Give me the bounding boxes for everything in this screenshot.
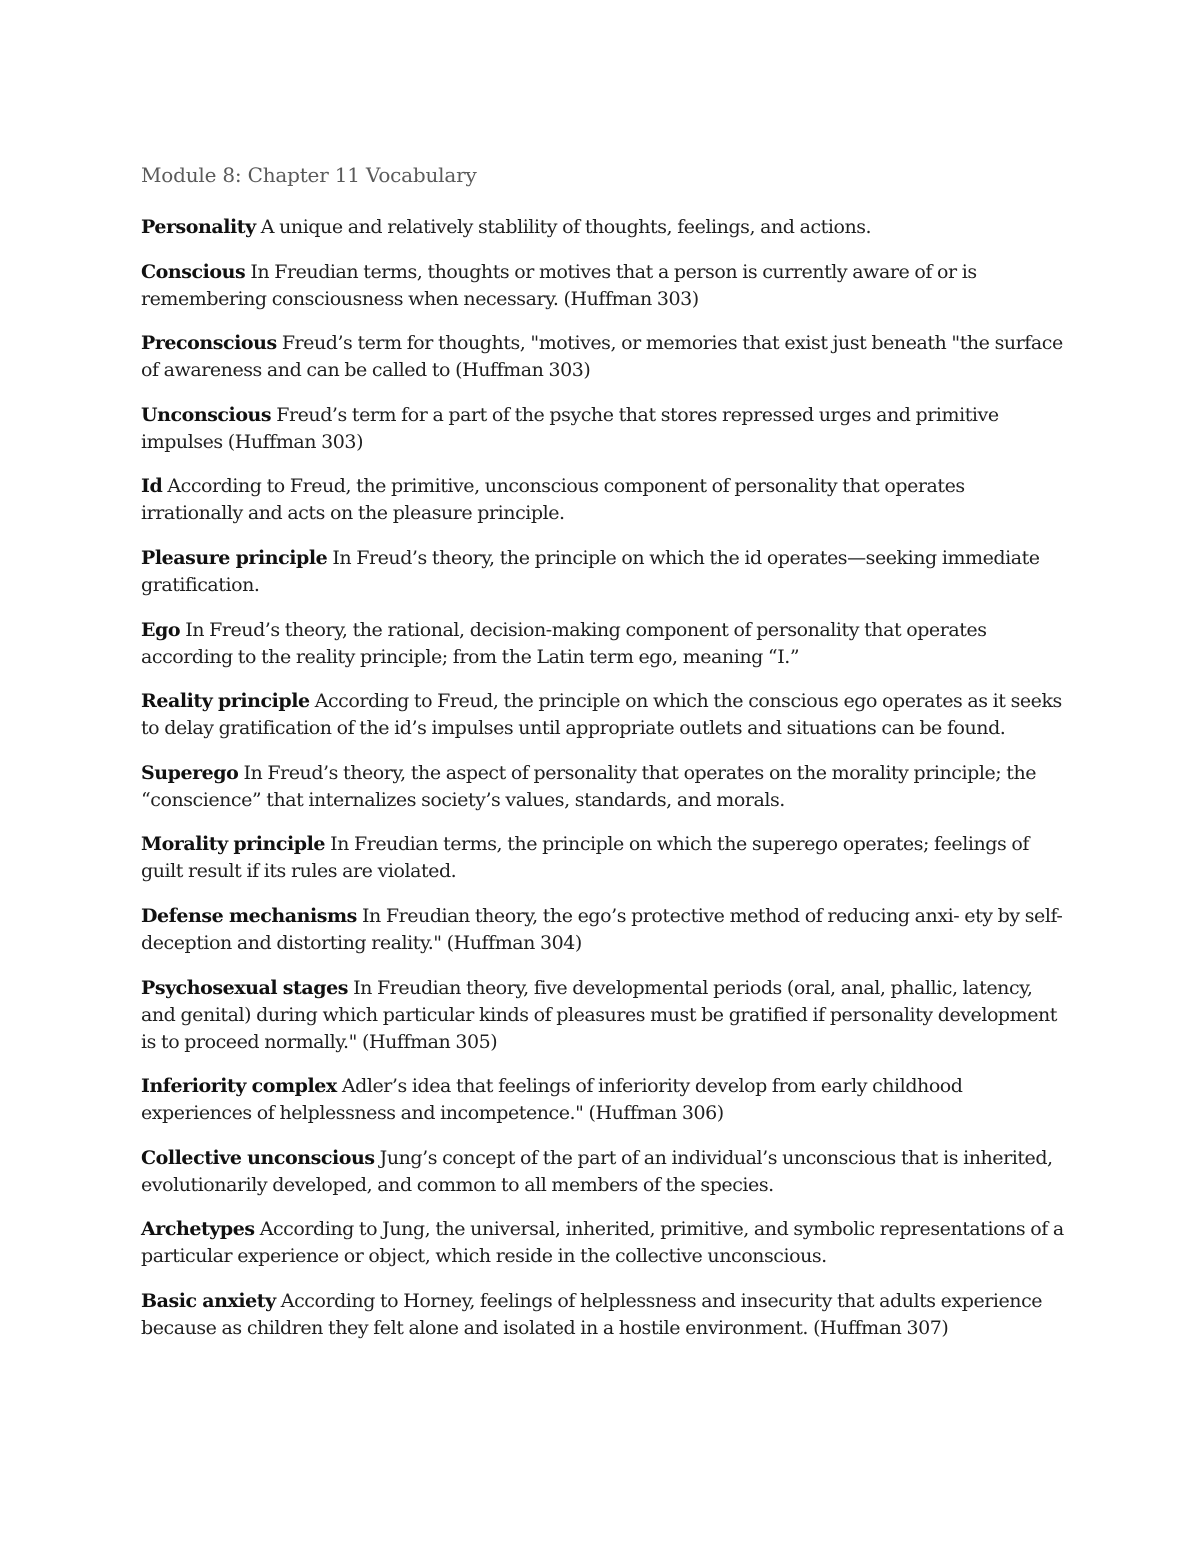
entry-definition: Freud’s term for thoughts, "motives, or memories that exist just beneath "the surface of awareness and can be called to (Huffman 303) xyxy=(141,332,1063,382)
vocabulary-entry xyxy=(141,1073,1066,1127)
entry-definition: Jung’s concept of the part of an individual’s unconscious that is inherited, evolutionarily developed, and common to all members of the species. xyxy=(141,1146,1053,1196)
entry-definition: According to Horney, feelings of helplessness and insecurity that adults experience because as children they felt alone and isolated in a hostile environment. (Huffman 307) xyxy=(141,1289,1043,1339)
entry-term: Collective unconscious xyxy=(141,1146,375,1169)
vocabulary-entry xyxy=(141,975,1066,1056)
entry-definition: In Freud’s theory, the rational, decision-making component of personality that operates according to the reality principle; from the Latin term ego, meaning “I.” xyxy=(141,618,987,668)
entry-definition: According to Freud, the principle on which the conscious ego operates as it seeks to delay gratification of the id’s impulses until appropriate outlets and situations can be found. xyxy=(141,690,1062,740)
entry-term: Preconscious xyxy=(141,332,277,355)
entry-definition: In Freudian terms, the principle on which the superego operates; feelings of guilt result if its rules are violated. xyxy=(141,833,1029,883)
vocabulary-entry xyxy=(141,688,1066,742)
vocabulary-entry xyxy=(141,831,1066,885)
entry-definition: In Freud’s theory, the principle on which the id operates—seeking immediate gratification. xyxy=(141,546,1040,596)
entry-term: Unconscious xyxy=(141,403,272,426)
entry-term: Ego xyxy=(141,618,181,641)
entry-term: Conscious xyxy=(141,260,246,283)
entry-term: Psychosexual stages xyxy=(141,976,348,999)
vocabulary-entry xyxy=(141,617,1066,671)
entry-definition: Adler’s idea that feelings of inferiority develop from early childhood experiences of helplessness and incompetence." (Huffman 306) xyxy=(141,1075,963,1125)
entry-term: Defense mechanisms xyxy=(141,904,357,927)
entry-term: Superego xyxy=(141,761,239,784)
vocabulary-entry xyxy=(141,402,1066,456)
vocabulary-entry xyxy=(141,1145,1066,1199)
vocabulary-entry xyxy=(141,330,1066,384)
entry-term: Inferiority complex xyxy=(141,1075,337,1098)
document-title: Module 8: Chapter 11 Vocabulary xyxy=(141,163,477,187)
entry-term: Pleasure principle xyxy=(141,546,328,569)
vocabulary-entry xyxy=(141,545,1066,599)
entry-definition: In Freudian theory, the ego’s protective method of reducing anxi- ety by self-deception and distorting reality." (Huffman 304) xyxy=(141,904,1063,954)
vocabulary-entry xyxy=(141,903,1066,957)
vocabulary-list xyxy=(141,214,1066,1360)
vocabulary-entry xyxy=(141,1288,1066,1342)
entry-definition: According to Jung, the universal, inherited, primitive, and symbolic representations of a particular experience or object, which reside in the collective unconscious. xyxy=(141,1218,1064,1268)
vocabulary-entry xyxy=(141,1216,1066,1270)
entry-term: Reality principle xyxy=(141,690,310,713)
entry-term: Id xyxy=(141,475,163,498)
entry-definition: Freud’s term for a part of the psyche that stores repressed urges and primitive impulses (Huffman 303) xyxy=(141,403,999,453)
entry-definition: In Freudian theory, five developmental periods (oral, anal, phallic, latency, and genital) during which particular kinds of pleasures must be gratified if personality development is to proceed normally." (Huffman 305) xyxy=(141,976,1057,1053)
entry-term: Basic anxiety xyxy=(141,1289,276,1312)
vocabulary-entry xyxy=(141,760,1066,814)
entry-definition: In Freudian terms, thoughts or motives that a person is currently aware of or is remembering consciousness when necessary. (Huffman 303) xyxy=(141,260,977,310)
entry-definition: According to Freud, the primitive, unconscious component of personality that operates irrationally and acts on the pleasure principle. xyxy=(141,475,965,525)
entry-term: Morality principle xyxy=(141,833,325,856)
entry-definition: In Freud’s theory, the aspect of personality that operates on the morality principle; the “conscience” that internalizes society’s values, standards, and morals. xyxy=(141,761,1037,811)
vocabulary-entry xyxy=(141,473,1066,527)
entry-term: Archetypes xyxy=(141,1218,255,1241)
entry-definition: A unique and relatively stablility of thoughts, feelings, and actions. xyxy=(260,216,872,238)
entry-term: Personality xyxy=(141,216,256,238)
vocabulary-entry xyxy=(141,259,1066,313)
vocabulary-entry xyxy=(141,214,1066,241)
